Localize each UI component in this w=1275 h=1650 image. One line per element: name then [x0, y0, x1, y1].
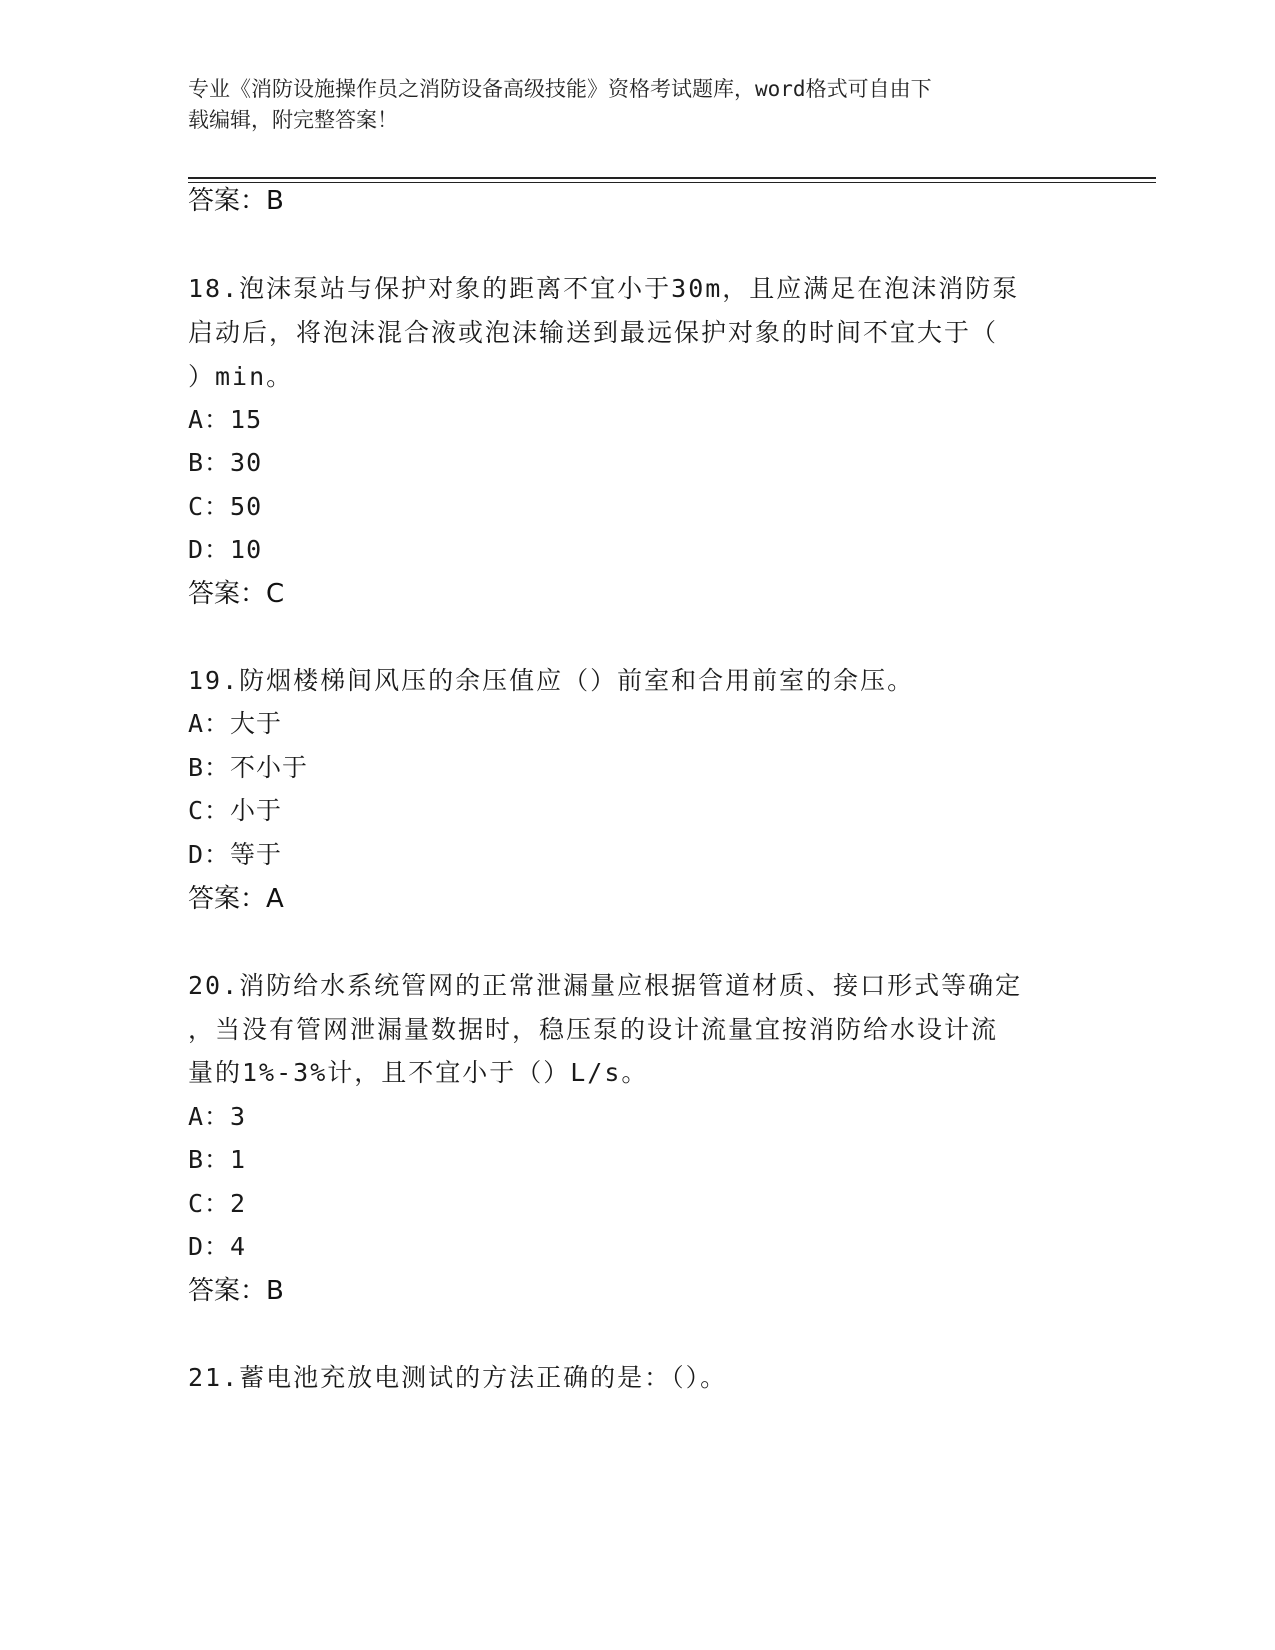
answer-20: 答案：B [188, 1276, 284, 1306]
answer-18: 答案：C [188, 579, 285, 609]
answer-prev: 答案：B [188, 186, 284, 216]
question-19-option-b: B：不小于 [188, 753, 309, 782]
question-20-option-a: A：3 [188, 1102, 247, 1131]
question-18-line-3: ）min。 [188, 362, 294, 391]
question-19-line-1: 19.防烟楼梯间风压的余压值应（）前室和合用前室的余压。 [188, 666, 915, 695]
document-header [188, 74, 1078, 136]
header-rule-thick [188, 177, 1156, 179]
question-20-option-b: B：1 [188, 1145, 247, 1174]
header-line-1: 专业《消防设施操作员之消防设备高级技能》资格考试题库，word格式可自由下 [188, 77, 932, 101]
question-20-line-1: 20.消防给水系统管网的正常泄漏量应根据管道材质、接口形式等确定 [188, 971, 1023, 1000]
question-20-line-2: ，当没有管网泄漏量数据时，稳压泵的设计流量宜按消防给水设计流 [188, 1015, 999, 1044]
question-18-line-2: 启动后，将泡沫混合液或泡沫输送到最远保护对象的时间不宜大于（ [188, 318, 999, 347]
question-18-line-1: 18.泡沫泵站与保护对象的距离不宜小于30m，且应满足在泡沫消防泵 [188, 274, 1020, 303]
question-19-option-a: A：大于 [188, 709, 283, 738]
question-21-line-1: 21.蓄电池充放电测试的方法正确的是：（）。 [188, 1363, 728, 1392]
question-19-option-c: C：小于 [188, 796, 283, 825]
question-18-option-b: B：30 [188, 448, 263, 477]
question-20-option-d: D：4 [188, 1232, 247, 1261]
question-18-option-d: D：10 [188, 535, 263, 564]
question-18-option-a: A：15 [188, 405, 263, 434]
header-line-2: 载编辑，附完整答案！ [188, 108, 398, 132]
question-20-line-3: 量的1%-3%计，且不宜小于（）L/s。 [188, 1058, 649, 1087]
question-20-option-c: C：2 [188, 1189, 247, 1218]
answer-19: 答案：A [188, 884, 284, 914]
header-rule-thin [188, 182, 1156, 183]
question-18-option-c: C：50 [188, 492, 263, 521]
question-19-option-d: D：等于 [188, 840, 283, 869]
